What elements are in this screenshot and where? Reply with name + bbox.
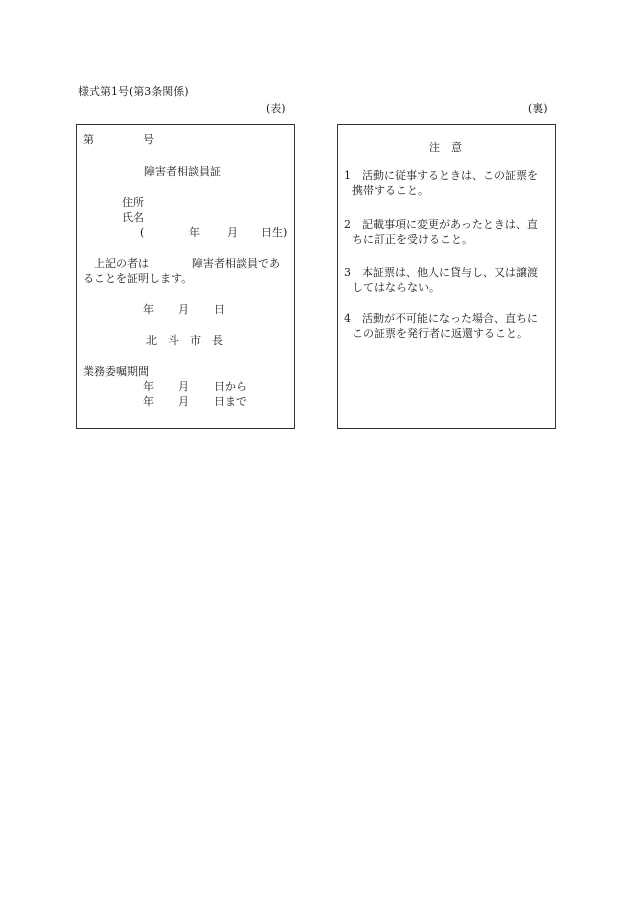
issue-year: 年	[143, 303, 154, 316]
form-label: 様式第1号(第3条関係)	[78, 85, 189, 98]
notice-item	[344, 217, 550, 247]
notice-item-line1: 1 活動に従事するときは、この証票を	[344, 169, 538, 182]
certify-text-1a: 上記の者は	[94, 257, 149, 270]
period-to-month: 月	[178, 395, 189, 408]
birth-day: 日生)	[261, 226, 288, 239]
period-label: 業務委嘱期間	[83, 365, 149, 378]
number-dai: 第	[83, 133, 94, 146]
notice-item	[344, 265, 550, 295]
address-label: 住所	[122, 196, 144, 209]
certify-text-2: ることを証明します。	[83, 272, 193, 285]
period-from-day: 日から	[214, 380, 247, 393]
front-card	[76, 124, 295, 429]
notice-item-line1: 3 本証票は、他人に貸与し、又は譲渡	[344, 266, 538, 279]
notice-item	[344, 168, 550, 198]
notice-item-line2: ちに訂正を受けること。	[352, 233, 473, 246]
notice-item-line2: 携帯すること。	[352, 184, 429, 197]
notice-item-line2: この証票を発行者に返還すること。	[352, 327, 528, 340]
notice-item	[344, 311, 550, 341]
issuer: 北 斗 市 長	[146, 334, 223, 347]
period-from-month: 月	[178, 380, 189, 393]
period-to-day: 日まで	[214, 395, 247, 408]
back-side-label: (裏)	[528, 102, 548, 115]
notice-item-line2: してはならない。	[352, 281, 440, 294]
birth-open-paren: (	[140, 226, 145, 239]
card-title: 障害者相談員証	[144, 165, 221, 178]
name-label: 氏名	[122, 211, 144, 224]
issue-month: 月	[178, 303, 189, 316]
number-go: 号	[143, 133, 154, 146]
back-card	[337, 124, 556, 429]
birth-month: 月	[227, 226, 238, 239]
notice-title: 注 意	[429, 141, 462, 154]
notice-item-line1: 4 活動が不可能になった場合、直ちに	[344, 312, 538, 325]
birth-year: 年	[189, 226, 200, 239]
front-side-label: (表)	[266, 102, 286, 115]
period-to-year: 年	[143, 395, 154, 408]
period-from-year: 年	[143, 380, 154, 393]
notice-item-line1: 2 記載事項に変更があったときは、直	[344, 218, 538, 231]
issue-day: 日	[214, 303, 225, 316]
certify-text-1b: 障害者相談員であ	[192, 257, 280, 270]
